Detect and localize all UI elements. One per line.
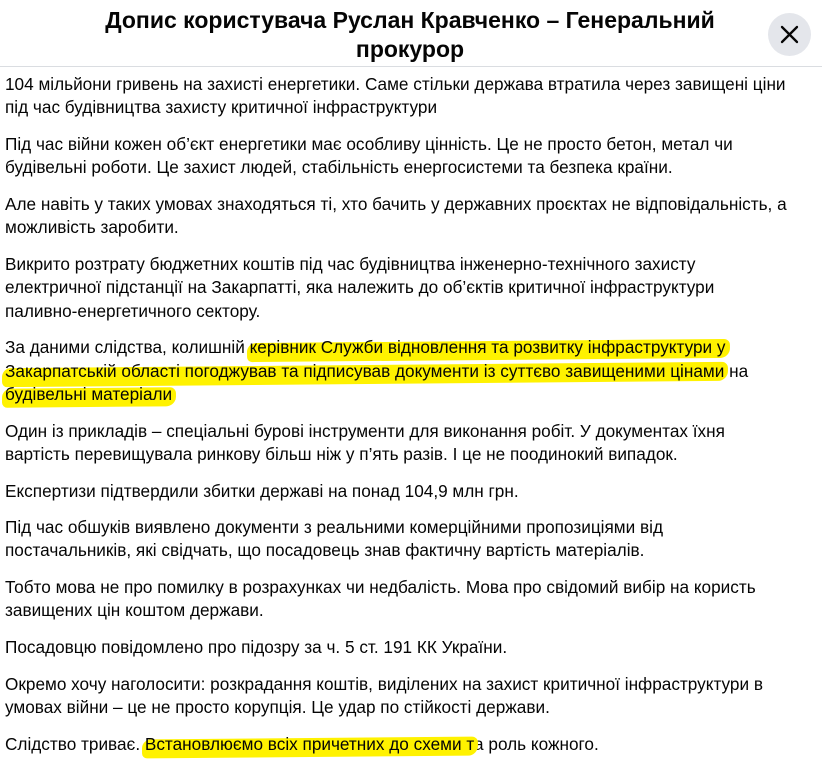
highlighted-text: будівельні матеріали: [5, 383, 173, 404]
text-line: Але навіть у таких умовах знаходяться ті, хто бачить у державних проєктах не відповідальність, а: [5, 193, 787, 214]
highlighted-text: керівник Служби відновлення та розвитку інфраструктури у: [249, 337, 726, 358]
dialog-title: Допис користувача Руслан Кравченко – Генеральний прокурор: [105, 7, 715, 62]
post-text: [5, 73, 817, 770]
text-line: під час будівництва захисту критичної інфраструктури: [5, 97, 438, 118]
text-line: завищених цін коштом держави.: [5, 600, 264, 621]
text-line: [5, 383, 817, 406]
close-button[interactable]: [768, 13, 811, 56]
text-line: Експертизи підтвердили збитки державі на понад 104,9 млн грн.: [5, 480, 519, 501]
text-line: Викрито розтрату бюджетних коштів під час будівництва інженерно-технічного захисту: [5, 253, 696, 274]
paragraph-3: [5, 193, 817, 240]
paragraph-6: [5, 420, 817, 467]
paragraph-5: [5, 336, 817, 406]
text-line: [5, 336, 817, 359]
paragraph-8: [5, 516, 817, 563]
text-line: Окремо хочу наголосити: розкрадання коштів, виділених на захист критичної інфраструктури в: [5, 673, 763, 694]
highlighted-text: Закарпатській області погоджував та підписував документи із суттєво завищеними цінами: [5, 360, 725, 381]
text-line: вартість перевищувала ринкову більш ніж у п’ять разів. І це не поодинокий випадок.: [5, 443, 678, 464]
text-line: [5, 733, 817, 756]
paragraph-4: [5, 253, 817, 323]
paragraph-11: [5, 673, 817, 720]
post-content: [0, 67, 822, 754]
paragraph-10: [5, 636, 817, 659]
close-icon: [779, 24, 800, 45]
text-line: можливість заробити.: [5, 217, 179, 238]
text-segment: За даними слідства, колишній: [5, 337, 250, 358]
text-segment: Слідство триває.: [5, 733, 145, 754]
paragraph-2: [5, 133, 817, 180]
text-line: Під час війни кожен об’єкт енергетики має особливу цінність. Це не просто бетон, метал чи: [5, 133, 733, 154]
text-line: постачальників, які свідчать, що посадовець знав фактичну вартість матеріалів.: [5, 540, 645, 561]
text-line: Під час обшуків виявлено документи з реальними комерційними пропозиціями від: [5, 517, 663, 538]
highlighted-text: Встановлюємо всіх причетних до схеми т: [144, 733, 475, 754]
text-line: електричної підстанції на Закарпатті, яка належить до об’єктів критичної інфраструктури: [5, 277, 715, 298]
text-segment: а роль кожного.: [474, 733, 599, 754]
text-segment: .: [172, 383, 177, 404]
text-line: паливно-енергетичного сектору.: [5, 300, 261, 321]
text-line: 104 мільйони гривень на захисті енергетики. Саме стільки держава втратила через завищені ціни: [5, 74, 786, 94]
text-line: Один із прикладів – спеціальні бурові інструменти для виконання робіт. У документах їхня: [5, 420, 725, 441]
text-segment: на: [724, 360, 749, 381]
text-line: [5, 360, 817, 383]
text-line: умовах війни – це не просто корупція. Це удар по стійкості держави.: [5, 697, 550, 718]
text-line: Тобто мова не про помилку в розрахунках чи недбалість. Мова про свідомий вибір на користь: [5, 577, 756, 598]
paragraph-12: [5, 733, 817, 756]
text-line: будівельні роботи. Це захист людей, стабільність енергосистеми та безпека країни.: [5, 157, 673, 178]
paragraph-9: [5, 576, 817, 623]
text-line: Посадовцю повідомлено про підозру за ч. 5 ст. 191 КК України.: [5, 637, 508, 658]
paragraph-1: [5, 73, 817, 120]
paragraph-7: [5, 480, 817, 503]
dialog-header: [0, 0, 822, 67]
